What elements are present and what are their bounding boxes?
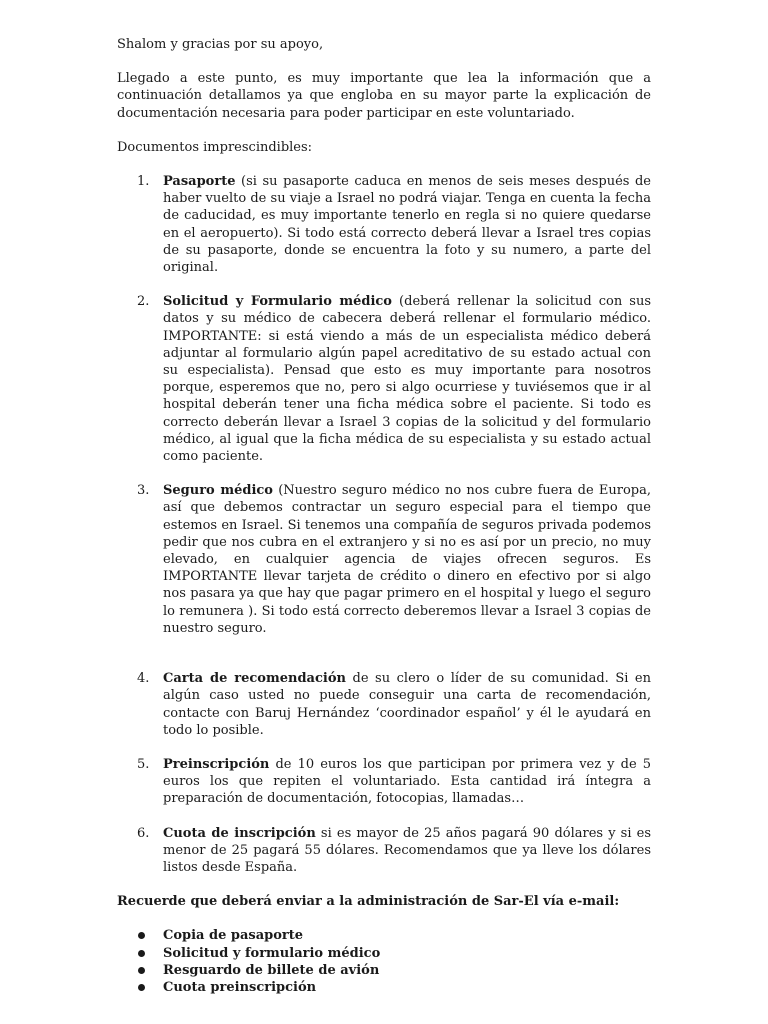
- bullet-icon: [138, 967, 145, 974]
- reminder-heading: [117, 893, 651, 910]
- item-title: Cuota de inscripción: [163, 825, 316, 841]
- item-number: 6.: [137, 825, 150, 841]
- checklist-item: [117, 962, 651, 979]
- checklist-item: [117, 927, 651, 944]
- item-number: 5.: [137, 756, 150, 772]
- checklist-label: Solicitud y formulario médico: [163, 945, 381, 961]
- bullet-icon: [138, 984, 145, 991]
- intro-paragraph: Llegado a este punto, es muy importante que lea la información que a continuación detallamos ya que engloba en su mayor parte la explicación de documentación necesaria para poder participar en este voluntariado.: [117, 71, 651, 121]
- item-title: Seguro médico: [163, 483, 273, 499]
- item-title: Preinscripción: [163, 756, 270, 772]
- letter-page: [117, 36, 651, 996]
- item-number: 2.: [137, 294, 150, 310]
- document-item-preinscripcion: [117, 756, 651, 808]
- item-title: Carta de recomendación: [163, 671, 346, 687]
- item-title: Solicitud y Formulario médico: [163, 294, 392, 310]
- checklist-item: [117, 945, 651, 962]
- checklist-item: [117, 979, 651, 996]
- reminder-text: Recuerde que deberá enviar a la administración de Sar-El vía e-mail:: [117, 894, 620, 910]
- checklist-label: Cuota preinscripción: [163, 979, 317, 995]
- documents-list: [117, 173, 651, 876]
- item-text: de 10 euros los que participan por primera vez y de 5 euros los que repiten el voluntariado. Esta cantidad irá íntegra a preparación de documentación, fotocopias, llamadas…: [163, 756, 651, 807]
- checklist-label: Copia de pasaporte: [163, 928, 304, 944]
- item-number: 3.: [137, 483, 150, 499]
- document-item-solicitud: [117, 293, 651, 465]
- bullet-icon: [138, 950, 145, 957]
- greeting: Shalom y gracias por su apoyo,: [117, 37, 324, 52]
- email-checklist: [117, 927, 651, 996]
- document-item-pasaporte: [117, 173, 651, 276]
- item-title: Pasaporte: [163, 174, 236, 190]
- item-text: de su clero o líder de su comunidad. Si en algún caso usted no puede conseguir una carta de recomendación, contacte con Baruj Hernández ‘coordinador español’ y él le ayudará en todo lo posible.: [163, 671, 651, 738]
- item-text: (si su pasaporte caduca en menos de seis meses después de haber vuelto de su viaje a Israel no podrá viajar. Tenga en cuenta la fecha de caducidad, es muy importante tenerlo en regla si no quiere quedarse en el aeropuerto). Si todo está correcto deberá llevar a Israel tres copias de su pasaporte, donde se encuentra la foto y su numero, a parte del original.: [163, 174, 651, 276]
- item-text: si es mayor de 25 años pagará 90 dólares y si es menor de 25 pagará 55 dólares. Recomendamos que ya lleve los dólares listos desde España.: [163, 825, 652, 875]
- document-item-carta: [117, 670, 651, 739]
- checklist-label: Resguardo de billete de avión: [163, 962, 380, 978]
- bullet-icon: [138, 932, 145, 939]
- document-item-seguro: [117, 482, 651, 637]
- item-number: 1.: [137, 174, 150, 190]
- item-number: 4.: [137, 671, 150, 687]
- item-text: (deberá rellenar la solicitud con sus datos y su médico de cabecera deberá rellenar el formulario médico. IMPORTANTE: si está viendo a más de un especialista médico deberá adjuntar al formulario algún papel acreditativo de su estado actual con su especialista). Pensad que esto es muy importante para nosotros porque, esperemos que no, pero si algo ocurriese y tuviésemos que ir al hospital deberán tener una ficha médica sobre el paciente. Si todo es correcto deberán llevar a Israel 3 copias de la solicitud y del formulario médico, al igual que la ficha médica de su especialista y su estado actual como paciente.: [163, 294, 651, 465]
- documents-heading: Documentos imprescindibles:: [117, 139, 313, 155]
- item-text: (Nuestro seguro médico no nos cubre fuera de Europa, así que debemos contractar un seguro especial para el tiempo que estemos en Israel. Si tenemos una compañía de seguros privada podemos pedir que nos cubra en el extranjero y si no es así por un precio, no muy elevado, en cualquier agencia de viajes ofrecen seguros. Es IMPORTANTE llevar tarjeta de crédito o dinero en efectivo por si algo nos pasara ya que hay que pagar primero en el hospital y luego el seguro lo remunera ). Si todo está correcto deberemos llevar a Israel 3 copias de nuestro seguro.: [163, 483, 652, 636]
- document-item-cuota: [117, 825, 651, 877]
